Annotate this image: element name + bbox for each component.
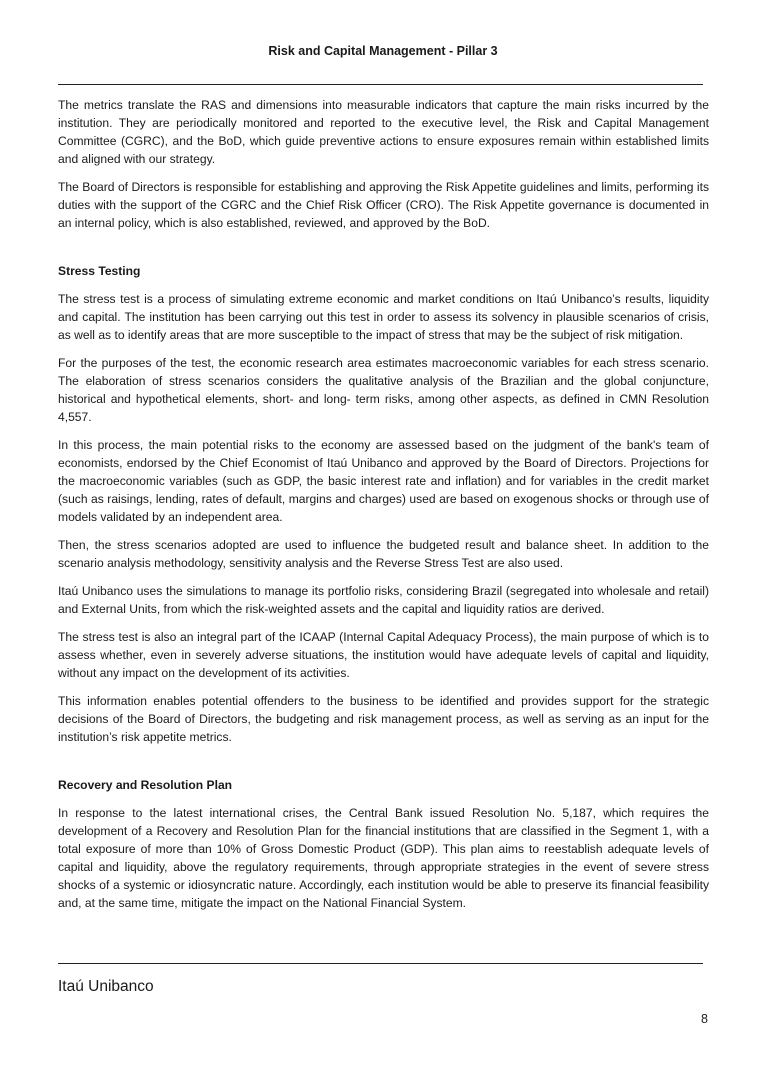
stress-testing-paragraph-7: This information enables potential offenders to the business to be identified and provides support for the strategic decisions of the Board of Directors, the budgeting and risk management process, as well as serving as an input for the institution’s risk appetite metrics. [58, 694, 709, 744]
stress-testing-paragraph-2: For the purposes of the test, the economic research area estimates macroeconomic variables for each stress scenario. The elaboration of stress scenarios considers the qualitative analysis of the Brazilian and the global conjuncture, historical and hypothetical elements, short- and long- term risks, among other aspects, as defined in CMN Resolution 4,557. [58, 356, 709, 424]
recovery-plan-section [58, 776, 709, 912]
intro-section [58, 96, 709, 232]
stress-testing-paragraph-3: In this process, the main potential risks to the economy are assessed based on the judgment of the bank's team of economists, endorsed by the Chief Economist of Itaú Unibanco and approved by the Board of Directors. Projections for the macroeconomic variables (such as GDP, the basic interest rate and inflation) and for variables in the credit market (such as raisings, lending, rates of default, margins and charges) used are based on exogenous shocks or through use of models validated by an independent area. [58, 438, 709, 524]
stress-testing-heading: Stress Testing [58, 264, 141, 278]
recovery-plan-paragraph-1: In response to the latest international crises, the Central Bank issued Resolution No. 5,187, which requires the development of a Recovery and Resolution Plan for the financial institutions that are classified in the Segment 1, with a total exposure of more than 10% of Gross Domestic Product (GDP). This plan aims to reestablish adequate levels of capital and liquidity, above the regulatory requirements, through appropriate strategies in the event of severe stress shocks of a systemic or idiosyncratic nature. Accordingly, each institution would be able to preserve its financial feasibility and, at the same time, mitigate the impact on the National Financial System. [58, 806, 709, 910]
stress-testing-paragraph-1: The stress test is a process of simulating extreme economic and market conditions on Itaú Unibanco’s results, liquidity and capital. The institution has been carrying out this test in order to assess its solvency in plausible scenarios of crisis, as well as to identify areas that are more susceptible to the impact of stress that may be the subject of risk mitigation. [58, 292, 709, 342]
header-divider [58, 84, 703, 85]
page-header-title: Risk and Capital Management - Pillar 3 [268, 44, 498, 58]
stress-testing-paragraph-5: Itaú Unibanco uses the simulations to manage its portfolio risks, considering Brazil (segregated into wholesale and retail) and External Units, from which the risk-weighted assets and the capital and liquidity ratios are derived. [58, 584, 709, 616]
stress-testing-section [58, 262, 709, 746]
document-body [58, 96, 709, 922]
stress-testing-paragraph-6: The stress test is also an integral part of the ICAAP (Internal Capital Adequacy Process), the main purpose of which is to assess whether, even in severely adverse situations, the institution would have adequate levels of capital and liquidity, without any impact on the development of its activities. [58, 630, 709, 680]
footer-divider [58, 963, 703, 964]
stress-testing-paragraph-4: Then, the stress scenarios adopted are used to influence the budgeted result and balance sheet. In addition to the scenario analysis methodology, sensitivity analysis and the Reverse Stress Test are also used. [58, 538, 709, 570]
intro-paragraph-1: The metrics translate the RAS and dimensions into measurable indicators that capture the main risks incurred by the institution. They are periodically monitored and reported to the executive level, the Risk and Capital Management Committee (CGRC), and the BoD, which guide preventive actions to ensure exposures remain within established limits and aligned with our strategy. [58, 98, 709, 166]
footer-brand-name: Itaú Unibanco [58, 978, 154, 995]
recovery-plan-heading: Recovery and Resolution Plan [58, 778, 233, 792]
intro-paragraph-2: The Board of Directors is responsible for establishing and approving the Risk Appetite guidelines and limits, performing its duties with the support of the CGRC and the Chief Risk Officer (CRO). The Risk Appetite governance is documented in an internal policy, which is also established, reviewed, and approved by the BoD. [58, 180, 709, 230]
page-number: 8 [701, 1012, 708, 1026]
